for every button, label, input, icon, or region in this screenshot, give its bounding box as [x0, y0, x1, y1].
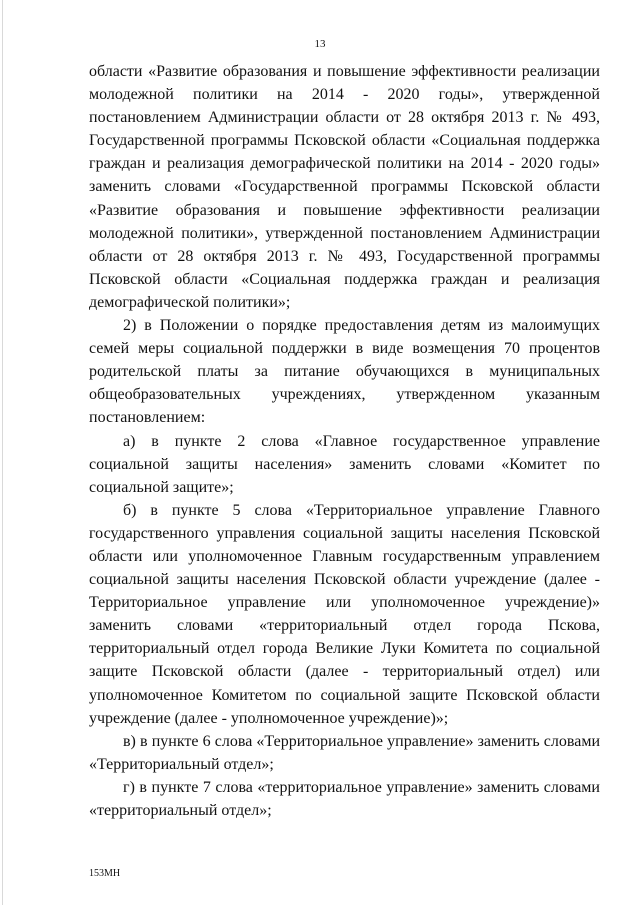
paragraph-subitem-v: в) в пункте 6 слова «Территориальное управление» заменить словами «Территориальный отдел»;: [89, 732, 600, 773]
paragraph-subitem-g: г) в пункте 7 слова «территориальное управление» заменить словами «территориальный отдел»;: [89, 778, 600, 819]
paragraph-item-2-regulation: 2) в Положении о порядке предоставления детям из малоимущих семей меры социальной поддержки в виде возмещения 70 процентов родительской платы за питание обучающихся в муниципальных общеобразовательных учреждениях, утвержденном указанным постановлением:: [89, 317, 600, 427]
page-number: 13: [314, 38, 326, 50]
document-body: [89, 60, 600, 822]
scan-edge-line: [2, 0, 3, 905]
paragraph-subitem-b: б) в пункте 5 слова «Территориальное управление Главного государственного управления социальной защиты населения Псковской области или уполномоченное Главным государственным управлением социальной защиты населения Псковской области учреждение (далее - Территориальное управление или уполномоченное учреждение)» заменить словами «территориальный отдел города Пскова, территориальный отдел города Великие Луки Комитета по социальной защите Псковской области (далее - территориальный отдел) или уполномоченное Комитетом по социальной защите Псковской области учреждение (далее - уполномоченное учреждение)»;: [89, 501, 600, 727]
footer-document-code: 153МН: [89, 868, 121, 879]
paragraph-programs-replacement: области «Развитие образования и повышение эффективности реализации молодежной политики на 2014 - 2020 годы», утвержденной постановлением Администрации области от 28 октября 2013 г. № 493, Государственной программы Псковской области «Социальная поддержка граждан и реализация демографической политики на 2014 - 2020 годы» заменить словами «Государственной программы Псковской области «Развитие образования и повышение эффективности реализации молодежной политики», утвержденной постановлением Администрации области от 28 октября 2013 г. № 493, Государственной программы Псковской области «Социальная поддержка граждан и реализация демографической политики»;: [89, 63, 600, 311]
paragraph-subitem-a: а) в пункте 2 слова «Главное государственное управление социальной защиты населения» заменить словами «Комитет по социальной защите»;: [89, 432, 600, 496]
